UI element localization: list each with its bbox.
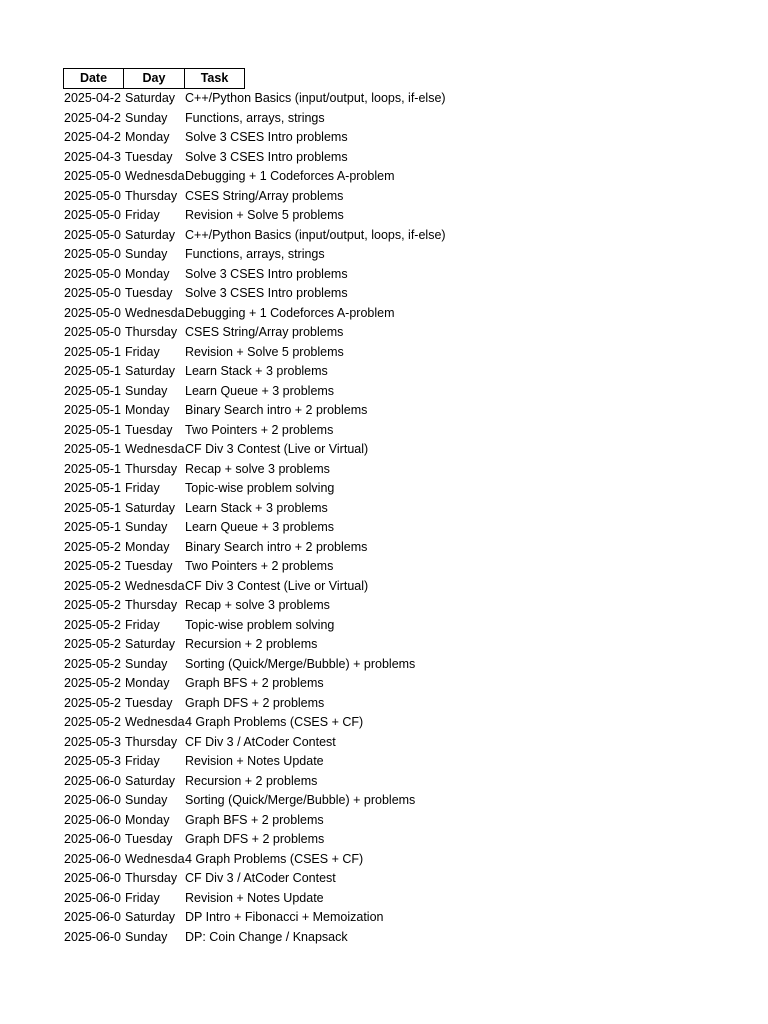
table-row	[63, 245, 325, 265]
date-cell: 2025-05-1	[64, 520, 121, 534]
task-cell: DP: Coin Change / Knapsack	[185, 929, 348, 944]
table-row	[63, 89, 446, 109]
table-row	[63, 694, 325, 714]
date-cell: 2025-05-2	[64, 637, 121, 651]
task-cell: Debugging + 1 Codeforces A-problem	[185, 169, 395, 183]
date-cell: 2025-05-1	[64, 461, 121, 476]
date-cell: 2025-05-2	[64, 695, 121, 710]
task-cell: Binary Search intro + 2 problems	[185, 403, 368, 417]
day-cell: Friday	[125, 344, 160, 359]
header-date: Date	[63, 68, 124, 89]
task-cell: C++/Python Basics (input/output, loops, if-else)	[185, 227, 446, 242]
date-cell: 2025-05-0	[64, 208, 121, 222]
date-cell: 2025-05-2	[64, 559, 121, 573]
table-row	[63, 440, 369, 460]
date-cell: 2025-05-2	[64, 578, 121, 593]
date-cell: 2025-05-0	[64, 169, 121, 183]
table-row	[63, 889, 324, 909]
day-cell: Tuesday	[125, 149, 173, 164]
day-cell: Sunday	[125, 110, 168, 125]
table-row	[63, 616, 335, 636]
task-cell: Graph BFS + 2 problems	[185, 812, 324, 827]
day-cell: Sunday	[125, 247, 168, 261]
task-cell: Learn Queue + 3 problems	[185, 520, 335, 534]
day-cell: Friday	[125, 890, 160, 905]
date-cell: 2025-06-0	[64, 812, 121, 827]
day-cell: Tuesday	[125, 422, 173, 437]
table-row	[63, 869, 336, 889]
table-row	[63, 518, 335, 538]
table-row	[63, 674, 324, 694]
date-cell: 2025-06-0	[64, 832, 121, 846]
day-cell: Monday	[125, 812, 170, 827]
header-task: Task	[185, 68, 245, 89]
table-row	[63, 635, 318, 655]
table-row	[63, 655, 416, 675]
table-row	[63, 479, 335, 499]
day-cell: Thursday	[125, 598, 178, 612]
task-cell: Graph BFS + 2 problems	[185, 676, 324, 690]
table-row	[63, 128, 348, 148]
date-cell: 2025-05-2	[64, 539, 121, 554]
date-cell: 2025-05-2	[64, 715, 121, 729]
date-cell: 2025-04-3	[64, 149, 121, 164]
table-row	[63, 148, 348, 168]
day-cell: Thursday	[125, 188, 178, 203]
table-row	[63, 713, 364, 733]
date-cell: 2025-05-1	[64, 403, 121, 417]
table-row	[63, 421, 334, 441]
task-cell: Functions, arrays, strings	[185, 247, 325, 261]
day-cell: Saturday	[125, 637, 176, 651]
day-cell: Sunday	[125, 656, 168, 671]
task-cell: Topic-wise problem solving	[185, 617, 335, 632]
task-cell: Graph DFS + 2 problems	[185, 695, 325, 710]
day-cell: Monday	[125, 403, 170, 417]
day-cell: Wednesda	[125, 578, 185, 593]
day-cell: Sunday	[125, 520, 168, 534]
task-cell: CF Div 3 Contest (Live or Virtual)	[185, 442, 369, 456]
task-cell: Learn Stack + 3 problems	[185, 364, 328, 378]
table-row	[63, 187, 344, 207]
task-cell: Graph DFS + 2 problems	[185, 832, 325, 846]
task-cell: Learn Stack + 3 problems	[185, 500, 328, 515]
date-cell: 2025-05-1	[64, 500, 121, 515]
day-cell: Tuesday	[125, 695, 173, 710]
day-cell: Friday	[125, 481, 160, 495]
table-row	[63, 362, 328, 382]
table-row	[63, 343, 344, 363]
date-cell: 2025-05-1	[64, 364, 121, 378]
task-cell: Solve 3 CSES Intro problems	[185, 266, 348, 281]
table-body	[63, 89, 446, 947]
task-cell: Revision + Notes Update	[185, 890, 324, 905]
task-cell: Learn Queue + 3 problems	[185, 383, 335, 398]
date-cell: 2025-05-1	[64, 422, 121, 437]
task-cell: 4 Graph Problems (CSES + CF)	[185, 715, 364, 729]
task-cell: CF Div 3 / AtCoder Contest	[185, 734, 336, 749]
task-cell: Recap + solve 3 problems	[185, 461, 330, 476]
day-cell: Wednesda	[125, 715, 185, 729]
task-cell: DP Intro + Fibonacci + Memoization	[185, 910, 384, 924]
day-cell: Saturday	[125, 91, 176, 105]
date-cell: 2025-05-3	[64, 734, 121, 749]
table-row	[63, 596, 330, 616]
table-row	[63, 304, 395, 324]
task-cell: Revision + Solve 5 problems	[185, 344, 344, 359]
task-cell: Revision + Solve 5 problems	[185, 208, 344, 222]
day-cell: Sunday	[125, 929, 168, 944]
table-header-row	[63, 68, 245, 89]
day-cell: Monday	[125, 676, 170, 690]
day-cell: Friday	[125, 617, 160, 632]
date-cell: 2025-05-1	[64, 383, 121, 398]
table-row	[63, 577, 369, 597]
table-row	[63, 382, 335, 402]
date-cell: 2025-04-2	[64, 130, 121, 144]
task-cell: Topic-wise problem solving	[185, 481, 335, 495]
task-cell: Recursion + 2 problems	[185, 637, 318, 651]
date-cell: 2025-06-0	[64, 910, 121, 924]
table-row	[63, 733, 336, 753]
date-cell: 2025-05-0	[64, 188, 121, 203]
table-row	[63, 167, 395, 187]
task-cell: CSES String/Array problems	[185, 325, 344, 339]
day-cell: Saturday	[125, 773, 176, 788]
table-row	[63, 323, 344, 343]
day-cell: Wednesda	[125, 169, 185, 183]
date-cell: 2025-04-2	[64, 110, 121, 125]
date-cell: 2025-06-0	[64, 773, 121, 788]
day-cell: Friday	[125, 208, 160, 222]
table-row	[63, 401, 368, 421]
task-cell: Solve 3 CSES Intro problems	[185, 149, 348, 164]
day-cell: Monday	[125, 130, 170, 144]
day-cell: Sunday	[125, 383, 168, 398]
table-row	[63, 830, 325, 850]
table-row	[63, 928, 348, 948]
date-cell: 2025-05-0	[64, 247, 121, 261]
date-cell: 2025-06-0	[64, 851, 121, 866]
date-cell: 2025-06-0	[64, 871, 121, 885]
task-cell: Solve 3 CSES Intro problems	[185, 130, 348, 144]
task-cell: Two Pointers + 2 problems	[185, 422, 334, 437]
task-cell: Two Pointers + 2 problems	[185, 559, 334, 573]
task-cell: CF Div 3 Contest (Live or Virtual)	[185, 578, 369, 593]
date-cell: 2025-05-0	[64, 227, 121, 242]
day-cell: Sunday	[125, 793, 168, 807]
date-cell: 2025-05-1	[64, 344, 121, 359]
table-row	[63, 206, 344, 226]
day-cell: Wednesda	[125, 305, 185, 320]
table-row	[63, 908, 384, 928]
task-cell: 4 Graph Problems (CSES + CF)	[185, 851, 364, 866]
table-row	[63, 109, 325, 129]
date-cell: 2025-05-2	[64, 617, 121, 632]
day-cell: Tuesday	[125, 286, 173, 300]
date-cell: 2025-05-0	[64, 305, 121, 320]
date-cell: 2025-05-3	[64, 754, 121, 768]
table-row	[63, 226, 446, 246]
table-row	[63, 791, 416, 811]
table-row	[63, 850, 364, 870]
date-cell: 2025-06-0	[64, 793, 121, 807]
date-cell: 2025-05-2	[64, 656, 121, 671]
table-row	[63, 538, 368, 558]
header-day: Day	[124, 68, 185, 89]
table-row	[63, 772, 318, 792]
date-cell: 2025-05-0	[64, 325, 121, 339]
task-cell: Functions, arrays, strings	[185, 110, 325, 125]
date-cell: 2025-04-2	[64, 91, 121, 105]
day-cell: Thursday	[125, 461, 178, 476]
task-cell: Revision + Notes Update	[185, 754, 324, 768]
task-cell: CSES String/Array problems	[185, 188, 344, 203]
table-row	[63, 557, 334, 577]
day-cell: Tuesday	[125, 559, 173, 573]
task-cell: Binary Search intro + 2 problems	[185, 539, 368, 554]
date-cell: 2025-05-2	[64, 676, 121, 690]
day-cell: Saturday	[125, 227, 176, 242]
date-cell: 2025-05-0	[64, 266, 121, 281]
day-cell: Saturday	[125, 500, 176, 515]
task-cell: Recap + solve 3 problems	[185, 598, 330, 612]
table-row	[63, 460, 330, 480]
day-cell: Wednesda	[125, 442, 185, 456]
day-cell: Saturday	[125, 910, 176, 924]
day-cell: Monday	[125, 539, 170, 554]
day-cell: Saturday	[125, 364, 176, 378]
date-cell: 2025-05-0	[64, 286, 121, 300]
day-cell: Wednesda	[125, 851, 185, 866]
date-cell: 2025-05-1	[64, 442, 121, 456]
table-row	[63, 265, 348, 285]
date-cell: 2025-05-2	[64, 598, 121, 612]
day-cell: Thursday	[125, 325, 178, 339]
date-cell: 2025-05-1	[64, 481, 121, 495]
task-cell: Sorting (Quick/Merge/Bubble) + problems	[185, 793, 416, 807]
task-cell: C++/Python Basics (input/output, loops, if-else)	[185, 91, 446, 105]
date-cell: 2025-06-0	[64, 890, 121, 905]
task-cell: Debugging + 1 Codeforces A-problem	[185, 305, 395, 320]
day-cell: Tuesday	[125, 832, 173, 846]
task-cell: CF Div 3 / AtCoder Contest	[185, 871, 336, 885]
day-cell: Thursday	[125, 734, 178, 749]
date-cell: 2025-06-0	[64, 929, 121, 944]
schedule-table	[63, 68, 446, 947]
task-cell: Recursion + 2 problems	[185, 773, 318, 788]
table-row	[63, 811, 324, 831]
table-row	[63, 499, 328, 519]
table-row	[63, 284, 348, 304]
task-cell: Sorting (Quick/Merge/Bubble) + problems	[185, 656, 416, 671]
task-cell: Solve 3 CSES Intro problems	[185, 286, 348, 300]
table-row	[63, 752, 324, 772]
day-cell: Thursday	[125, 871, 178, 885]
day-cell: Monday	[125, 266, 170, 281]
day-cell: Friday	[125, 754, 160, 768]
